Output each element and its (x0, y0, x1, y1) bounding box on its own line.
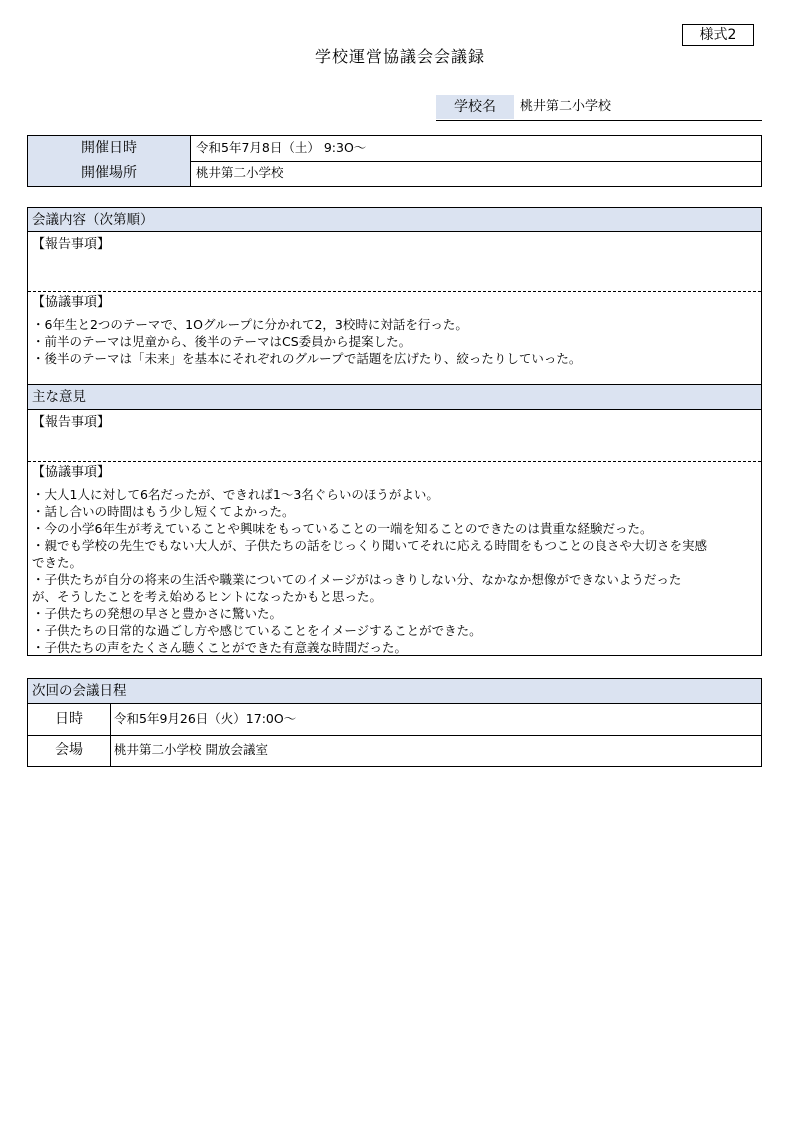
list-item: ・今の小学6年生が考えていることや興味をもっていることの一端を知ることのできたのは貴重な経験だった。 (32, 521, 653, 536)
school-name-label: 学校名 (436, 95, 514, 119)
page-title: 学校運営協議会会議録 (314, 47, 485, 66)
list-item: ・6年生と2つのテーマで、1Oグループに分かれて2，3校時に対話を行った。 (32, 317, 468, 332)
meeting-place-label: 開催場所 (28, 161, 191, 186)
meeting-meta-table (27, 135, 762, 187)
content-discussion-label: 【協議事項】 (32, 295, 111, 310)
next-meeting-date-value: 令和5年9月26日（火）17:0O〜 (114, 711, 297, 726)
school-name-row (436, 95, 762, 121)
form-id-badge: 様式2 (682, 24, 754, 46)
next-meeting-date-row (28, 704, 761, 736)
meeting-date-row (28, 136, 761, 162)
meeting-date-value: 令和5年7月8日（土） 9:3O〜 (196, 140, 367, 155)
list-item: が、そうしたことを考え始めるヒントになったかもと思った。 (32, 589, 383, 604)
next-meeting-heading: 次回の会議日程 (28, 679, 761, 704)
list-item: ・大人1人に対して6名だったが、できれば1〜3名ぐらいのほうがよい。 (32, 487, 439, 502)
divider (28, 461, 761, 462)
school-name-value: 桃井第二小学校 (520, 99, 612, 114)
next-meeting-place-row (28, 735, 761, 766)
meeting-place-row (28, 161, 761, 186)
next-meeting-place-label: 会場 (28, 735, 111, 766)
list-item: ・後半のテーマは「未来」を基本にそれぞれのグループで話題を広げたり、絞ったりしていった。 (32, 351, 582, 366)
content-heading: 会議内容（次第順） (28, 208, 761, 232)
list-item: ・子供たちの声をたくさん聴くことができた有意義な時間だった。 (32, 640, 408, 655)
divider (28, 291, 761, 292)
meeting-place-value: 桃井第二小学校 (196, 165, 284, 180)
next-meeting-table (27, 678, 762, 767)
next-meeting-place-value: 桃井第二小学校 開放会議室 (114, 742, 268, 757)
next-meeting-date-label: 日時 (28, 704, 111, 735)
list-item: ・子供たちの日常的な過ごし方や感じていることをイメージすることができた。 (32, 623, 482, 638)
opinions-discussion-label: 【協議事項】 (32, 465, 111, 480)
list-item: ・前半のテーマは児童から、後半のテーマはCS委員から提案した。 (32, 334, 412, 349)
list-item: できた。 (32, 555, 83, 570)
list-item: ・子供たちが自分の将来の生活や職業についてのイメージがはっきりしない分、なかなか想像ができないようだった (32, 572, 682, 587)
opinions-list (32, 486, 755, 656)
list-item: ・話し合いの時間はもう少し短くてよかった。 (32, 504, 295, 519)
content-discussion-list (32, 316, 755, 367)
meeting-date-label: 開催日時 (28, 136, 191, 161)
opinions-heading: 主な意見 (28, 384, 761, 410)
opinions-report-label: 【報告事項】 (32, 415, 111, 430)
list-item: ・親でも学校の先生でもない大人が、子供たちの話をじっくり聞いてそれに応える時間をもつことの良さや大切さを実感 (32, 538, 708, 553)
content-report-label: 【報告事項】 (32, 237, 111, 252)
meeting-content-section (27, 207, 762, 656)
list-item: ・子供たちの発想の早さと豊かさに驚いた。 (32, 606, 283, 621)
